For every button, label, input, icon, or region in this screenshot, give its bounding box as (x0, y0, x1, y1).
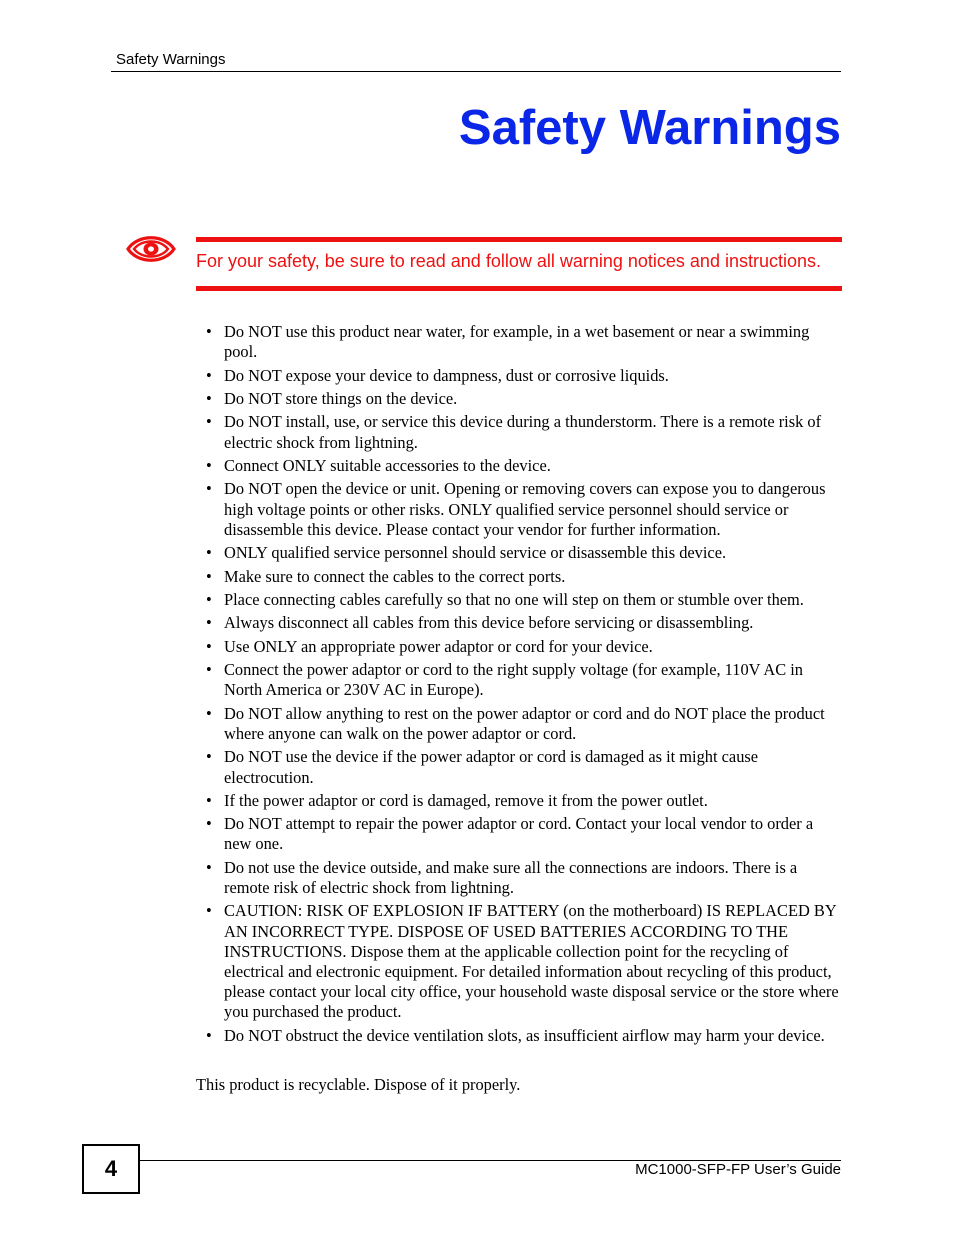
bullet: • (206, 566, 212, 586)
list-item-text: Do NOT store things on the device. (224, 388, 458, 408)
list-item (206, 1025, 842, 1046)
list-item-text: CAUTION: RISK OF EXPLOSION IF BATTERY (on the motherboard) IS REPLACED BY AN INCORRECT TYPE. DISPOSE OF USED BATTERIES ACCORDING TO THE INSTRUCTIONS. Dispose them at the applicable collection point for the recycling of electrical and electronic equipment. For detailed information about recycling of this product, please contact your local city office, your household waste disposal service or the store where you purchased the product. (224, 901, 839, 1022)
list-item (206, 857, 842, 898)
bullet: • (206, 636, 212, 656)
closing-note: This product is recyclable. Dispose of it properly. (196, 1075, 521, 1094)
bullet: • (206, 613, 212, 633)
list-item (206, 322, 842, 362)
bullet: • (206, 412, 212, 432)
list-item (206, 388, 842, 409)
list-item-text: Do NOT expose your device to dampness, dust or corrosive liquids. (224, 365, 669, 385)
bullet: • (206, 857, 212, 877)
bullet: • (206, 365, 212, 385)
list-item-text: Do not use the device outside, and make sure all the connections are indoors. There is a remote risk of electric shock from lightning. (224, 857, 798, 898)
list-item-text: If the power adaptor or cord is damaged, remove it from the power outlet. (224, 790, 708, 810)
header-rule (111, 71, 841, 72)
bullet: • (206, 660, 212, 680)
list-item (206, 613, 842, 633)
page-title: Safety Warnings (458, 101, 841, 155)
list-item-text: Do NOT attempt to repair the power adaptor or cord. Contact your local vendor to order a new one. (224, 814, 814, 854)
list-item (206, 365, 842, 386)
bullet: • (206, 814, 212, 834)
running-header: Safety Warnings (116, 51, 226, 68)
list-item-text: Use ONLY an appropriate power adaptor or cord for your device. (224, 636, 653, 656)
list-item-text: Do NOT use the device if the power adaptor or cord is damaged as it might cause electrocution. (224, 747, 759, 787)
warning-list (206, 322, 842, 1049)
list-item (206, 589, 842, 610)
eye-warning-icon (126, 233, 176, 265)
bullet: • (206, 589, 212, 609)
bullet: • (206, 790, 212, 810)
list-item (206, 660, 842, 700)
list-item-text: Do NOT use this product near water, for example, in a wet basement or near a swimming pool. (224, 322, 810, 362)
list-item (206, 479, 842, 540)
list-item-text: Do NOT allow anything to rest on the power adaptor or cord and do NOT place the product where anyone can walk on the power adaptor or cord. (224, 703, 825, 743)
list-item-text: Place connecting cables carefully so that no one will step on them or stumble over them. (224, 589, 804, 609)
bullet: • (206, 479, 212, 499)
bullet: • (206, 388, 212, 408)
list-item (206, 566, 842, 587)
list-item-text: Do NOT obstruct the device ventilation slots, as insufficient airflow may harm your device. (224, 1025, 825, 1045)
list-item (206, 790, 842, 811)
list-item-text: Do NOT open the device or unit. Opening or removing covers can expose you to dangerous high voltage points or other risks. ONLY qualified service personnel should service or disassemble this device. Please contact your vendor for further information. (224, 479, 826, 539)
list-item (206, 814, 842, 854)
list-item-text: Always disconnect all cables from this device before servicing or disassembling. (224, 613, 754, 633)
bullet: • (206, 1025, 212, 1045)
list-item (206, 412, 842, 452)
list-item (206, 636, 842, 657)
list-item (206, 543, 842, 563)
warning-banner-text: For your safety, be sure to read and follow all warning notices and instructions. (196, 251, 821, 271)
list-item (206, 901, 842, 1022)
list-item-text: Connect the power adaptor or cord to the right supply voltage (for example, 110V AC in North America or 230V AC in Europe). (224, 660, 804, 700)
bullet: • (206, 543, 212, 563)
list-item-text: Connect ONLY suitable accessories to the device. (224, 455, 551, 475)
warning-banner (196, 237, 842, 291)
guide-name: MC1000-SFP-FP User’s Guide (635, 1161, 841, 1178)
list-item-text: Make sure to connect the cables to the correct ports. (224, 566, 566, 586)
list-item (206, 703, 842, 744)
page-number: 4 (82, 1144, 140, 1194)
bullet: • (206, 901, 212, 921)
list-item (206, 455, 842, 476)
bullet: • (206, 703, 212, 723)
bullet: • (206, 322, 212, 341)
bullet: • (206, 747, 212, 767)
list-item-text: ONLY qualified service personnel should service or disassemble this device. (224, 543, 727, 563)
list-item (206, 747, 842, 787)
bullet: • (206, 455, 212, 475)
list-item-text: Do NOT install, use, or service this device during a thunderstorm. There is a remote risk of electric shock from lightning. (224, 412, 822, 452)
